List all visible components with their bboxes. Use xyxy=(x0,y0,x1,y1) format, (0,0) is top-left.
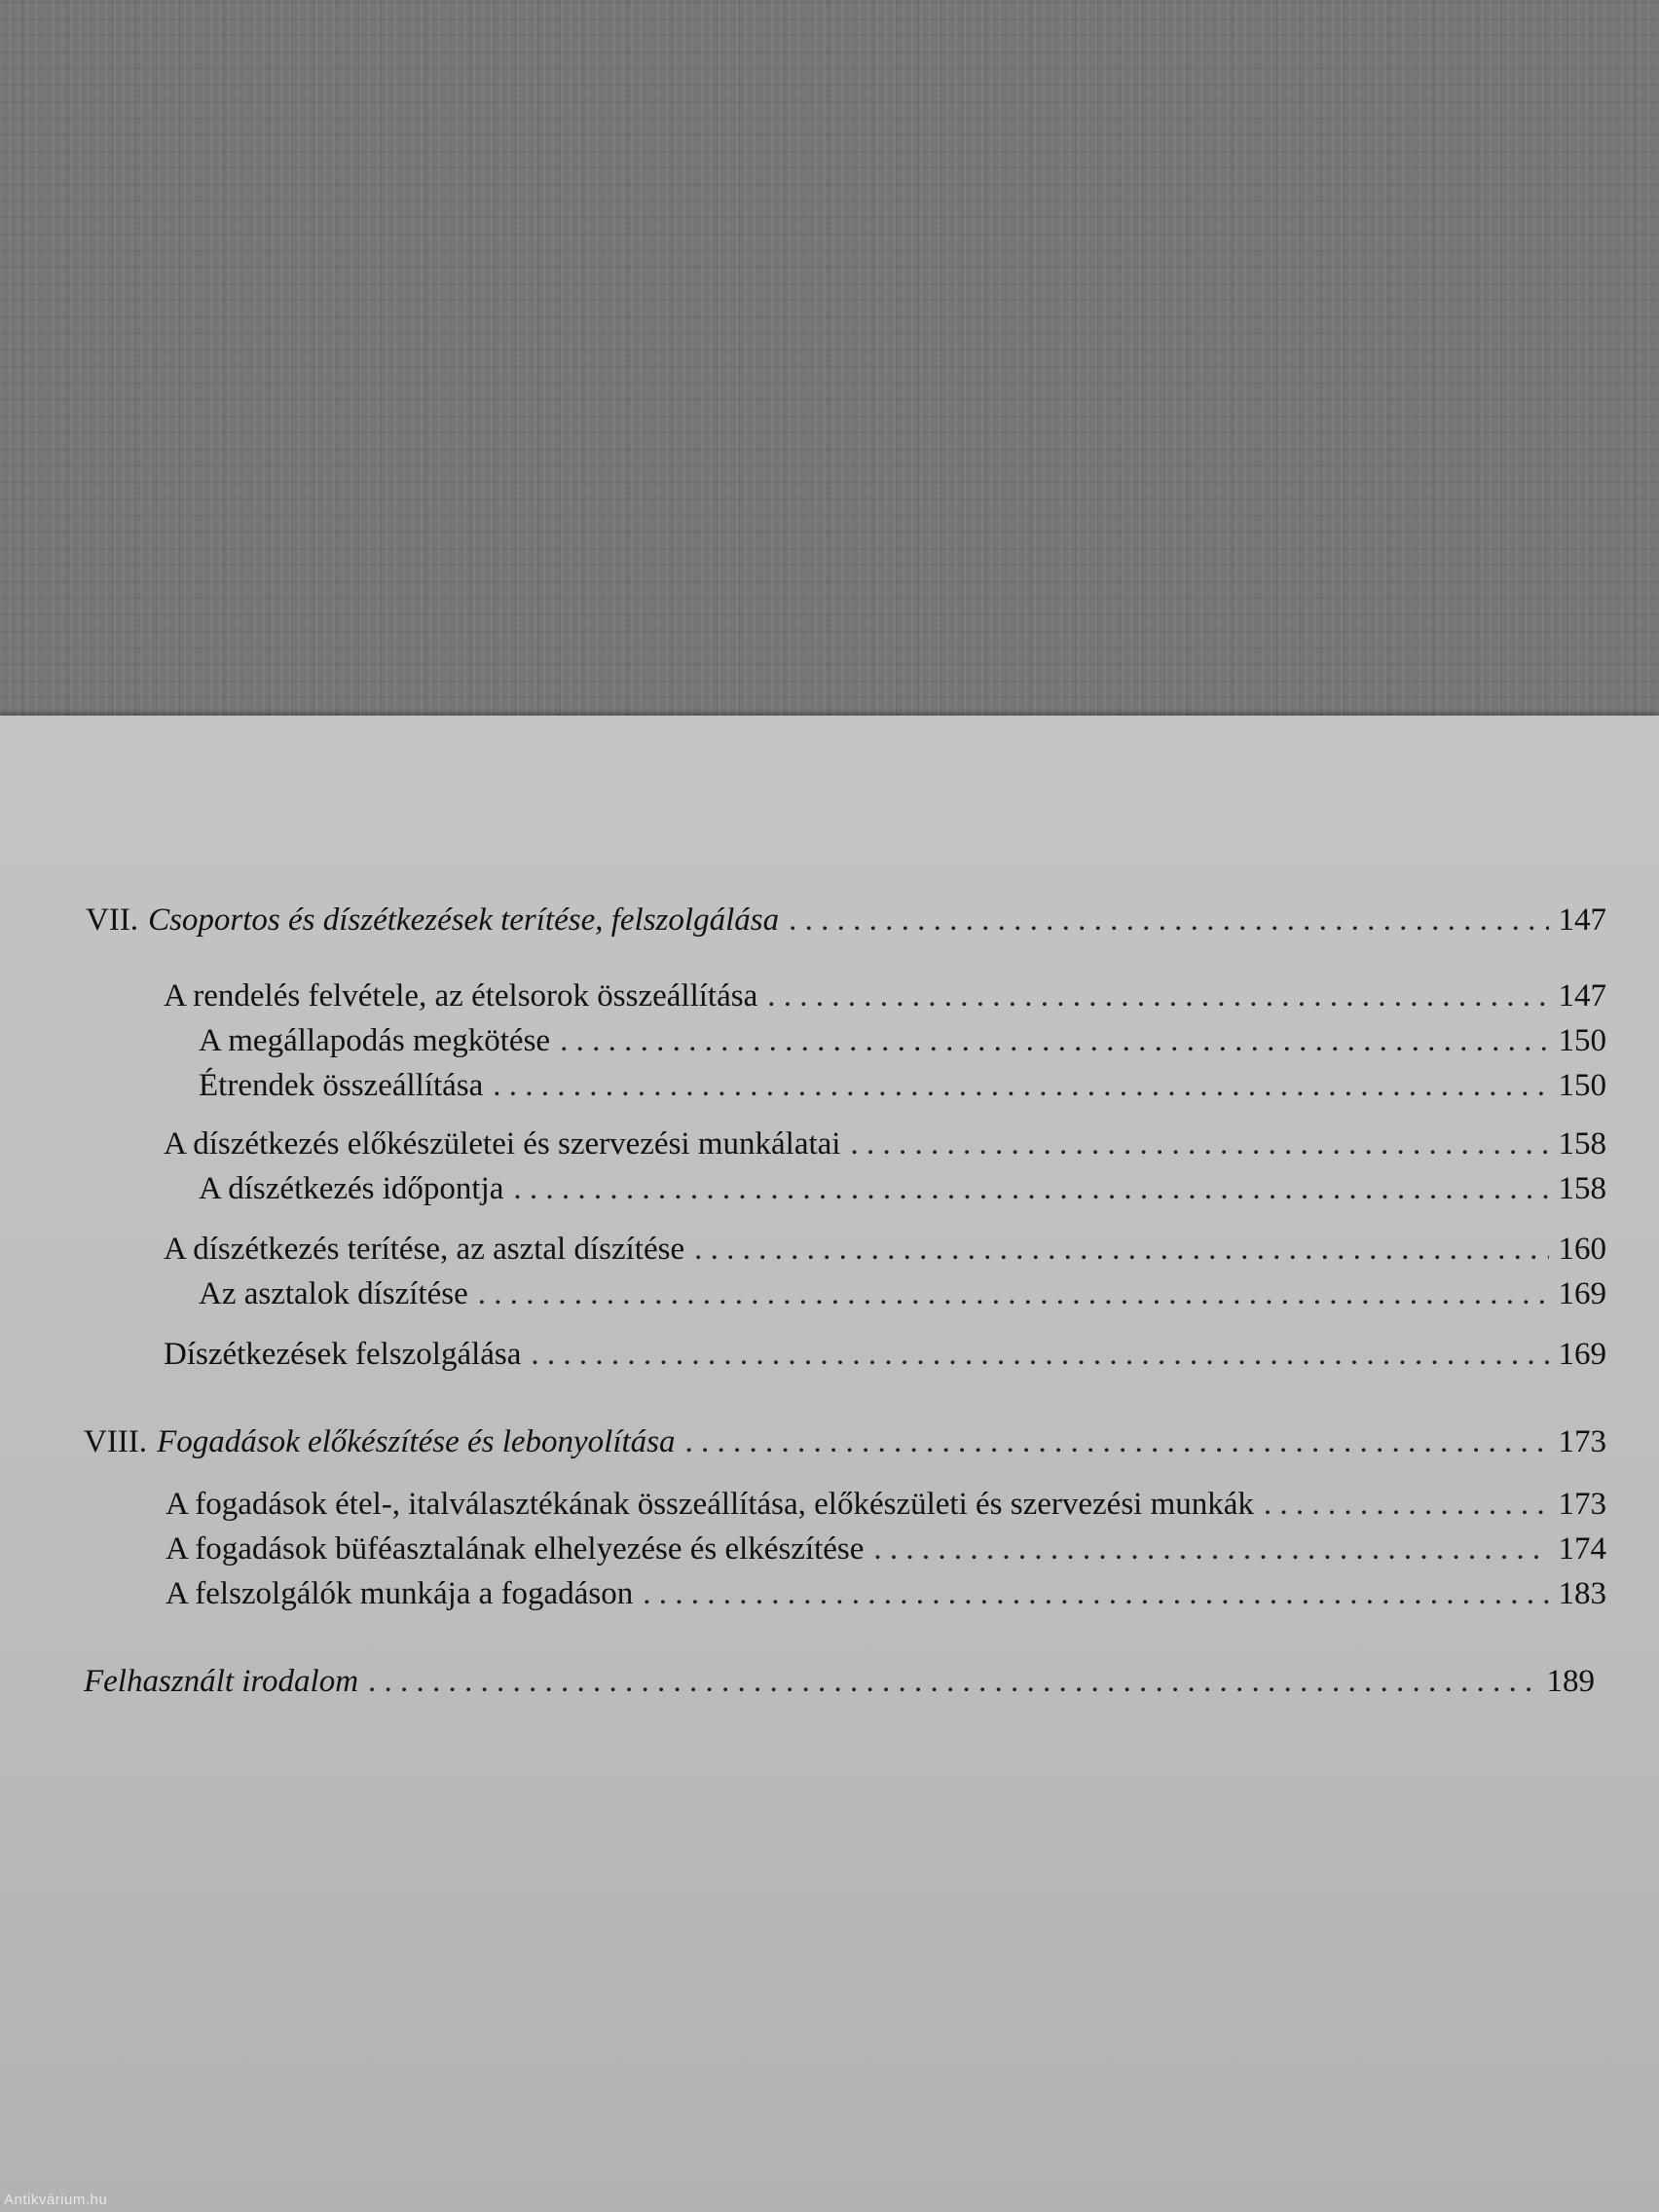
page-number: 160 xyxy=(1558,1232,1606,1267)
chapter-title: Fogadások előkészítése és lebonyolítása xyxy=(157,1424,676,1459)
bibliography-title: Felhasznált irodalom xyxy=(84,1664,359,1699)
dot-leader xyxy=(873,1530,1548,1568)
dot-leader xyxy=(694,1230,1548,1269)
page-number: 173 xyxy=(1558,1487,1606,1522)
section-title: A rendelés felvétele, az ételsorok összeállítása xyxy=(164,978,758,1014)
toc-subsection[interactable] xyxy=(199,1274,1606,1313)
toc-section[interactable] xyxy=(164,1124,1606,1163)
toc-subsection[interactable] xyxy=(199,1066,1606,1105)
page-number: 150 xyxy=(1558,1068,1606,1103)
page-number: 174 xyxy=(1558,1531,1606,1567)
toc-section[interactable] xyxy=(166,1485,1606,1524)
dot-leader xyxy=(368,1662,1536,1701)
page-number: 158 xyxy=(1558,1171,1606,1206)
dot-leader xyxy=(1264,1485,1549,1524)
page-number: 169 xyxy=(1558,1276,1606,1311)
toc-chapter-viii[interactable] xyxy=(84,1422,1606,1461)
section-title: A díszétkezés terítése, az asztal díszítése xyxy=(164,1232,685,1267)
table-of-contents xyxy=(0,716,1659,1787)
toc-subsection[interactable] xyxy=(199,1169,1606,1208)
dot-leader xyxy=(767,977,1548,1015)
dot-leader xyxy=(560,1021,1548,1060)
chapter-number: VII. xyxy=(86,903,139,938)
dot-leader xyxy=(531,1335,1548,1374)
watermark-label: Antikvárium.hu xyxy=(4,2192,108,2208)
section-title: Díszétkezések felszolgálása xyxy=(164,1337,522,1372)
dot-leader xyxy=(493,1066,1548,1105)
page-number: 158 xyxy=(1558,1126,1606,1161)
page-number: 183 xyxy=(1558,1576,1606,1611)
dot-leader xyxy=(685,1422,1549,1461)
section-title: A felszolgálók munkája a fogadáson xyxy=(166,1576,634,1611)
book-page xyxy=(0,716,1659,2212)
dot-leader xyxy=(513,1169,1548,1208)
toc-subsection[interactable] xyxy=(199,1021,1606,1060)
toc-section[interactable] xyxy=(164,1335,1606,1374)
subsection-title: Étrendek összeállítása xyxy=(199,1068,484,1103)
section-title: A fogadások büféasztalának elhelyezése és elkészítése xyxy=(166,1531,865,1567)
chapter-title: Csoportos és díszétkezések terítése, felszolgálása xyxy=(148,903,780,938)
subsection-title: Az asztalok díszítése xyxy=(199,1276,468,1311)
toc-bibliography[interactable] xyxy=(84,1662,1595,1701)
subsection-title: A megállapodás megkötése xyxy=(199,1023,551,1058)
toc-section[interactable] xyxy=(164,1230,1606,1269)
dot-leader xyxy=(643,1574,1548,1613)
section-title: A díszétkezés előkészületei és szervezési munkálatai xyxy=(164,1126,841,1161)
page-number: 150 xyxy=(1558,1023,1606,1058)
background-surface xyxy=(0,0,1659,716)
toc-section[interactable] xyxy=(164,977,1606,1015)
section-title: A fogadások étel-, italválasztékának összeállítása, előkészületi és szervezési munkák xyxy=(166,1487,1254,1522)
page-number: 173 xyxy=(1558,1424,1606,1459)
dot-leader xyxy=(789,901,1548,940)
toc-chapter-vii[interactable] xyxy=(86,901,1606,940)
dot-leader xyxy=(478,1274,1549,1313)
toc-section[interactable] xyxy=(166,1574,1606,1613)
page-number: 169 xyxy=(1558,1337,1606,1372)
page-number: 147 xyxy=(1558,978,1606,1014)
page-number: 189 xyxy=(1546,1664,1595,1699)
toc-section[interactable] xyxy=(166,1530,1606,1568)
page-number: 147 xyxy=(1558,903,1606,938)
chapter-number: VIII. xyxy=(84,1424,148,1459)
dot-leader xyxy=(850,1124,1548,1163)
subsection-title: A díszétkezés időpontja xyxy=(199,1171,504,1206)
